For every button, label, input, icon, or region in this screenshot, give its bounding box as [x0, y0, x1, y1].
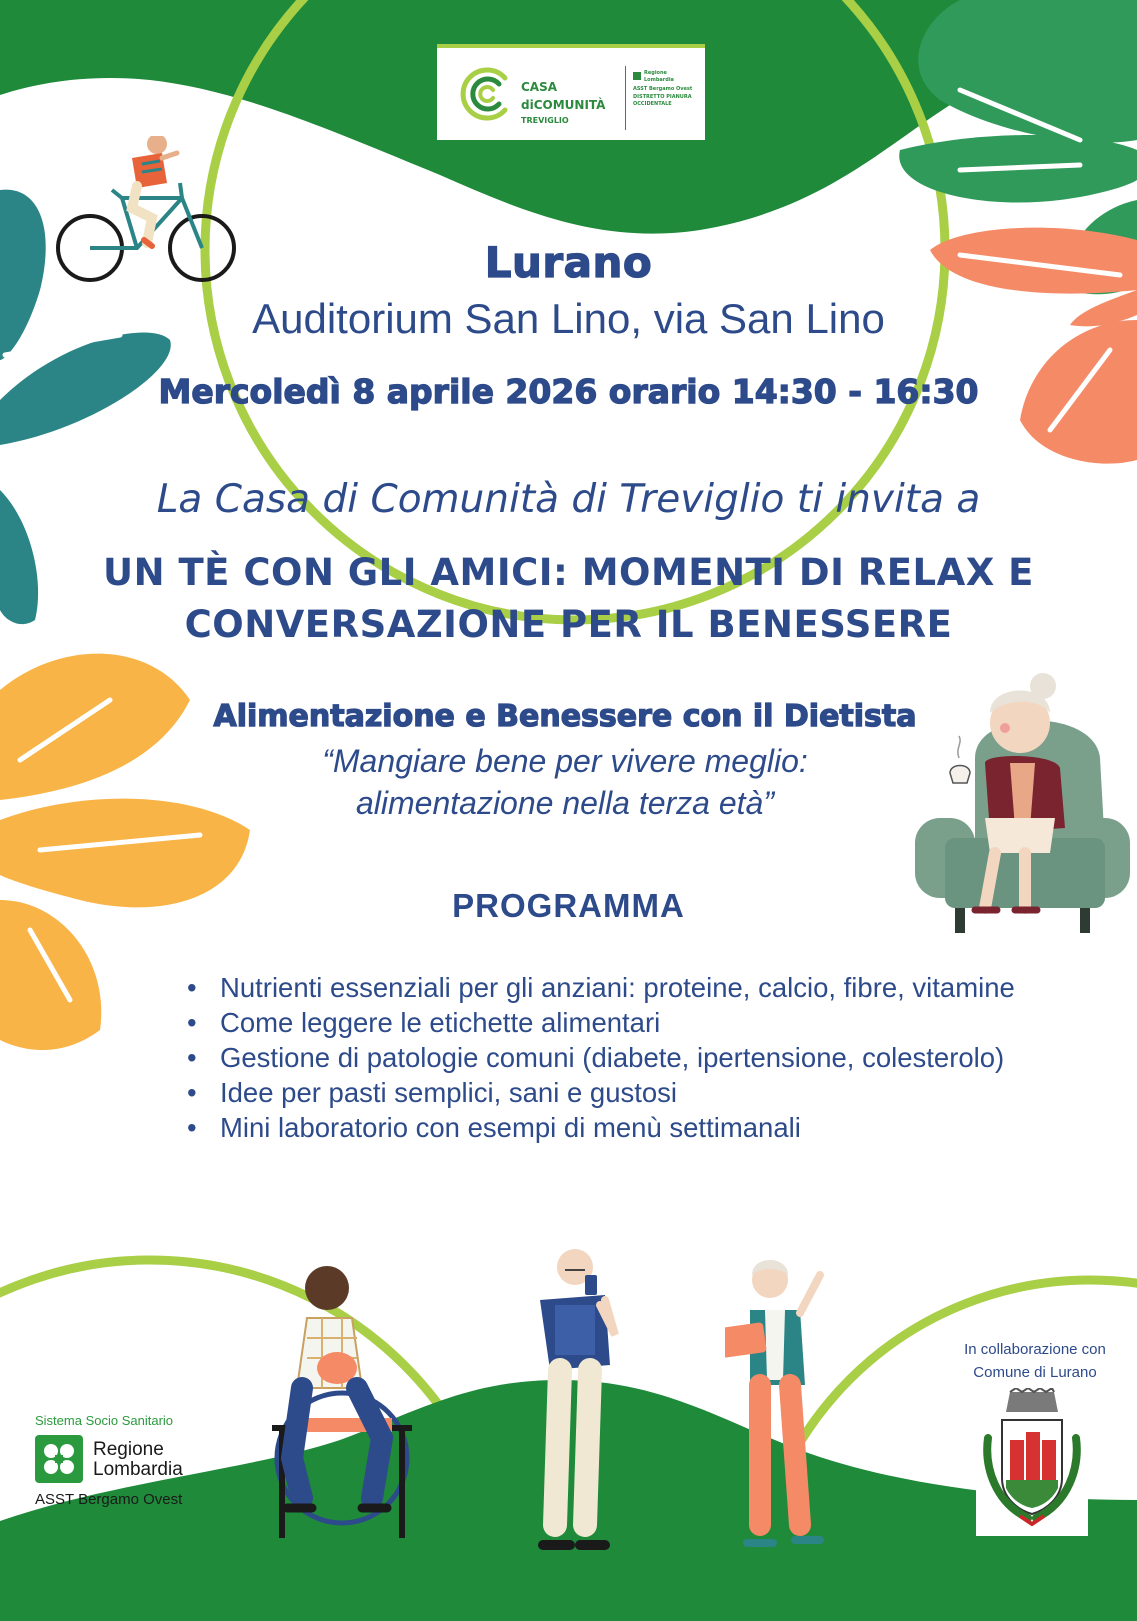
asst-label: ASST Bergamo Ovest	[35, 1491, 183, 1508]
regione-lombardia-icon	[35, 1435, 83, 1483]
system-label: Sistema Socio Sanitario	[35, 1413, 174, 1428]
casa-comunita-logo-icon	[457, 64, 517, 124]
region-line-2: Lombardia	[93, 1459, 183, 1480]
program-heading: PROGRAMMA	[452, 887, 685, 924]
program-item-text: Gestione di patologie comuni (diabete, ipertensione, colesterolo)	[220, 1042, 1005, 1073]
program-item-text: Mini laboratorio con esempi di menù settimanali	[220, 1112, 801, 1143]
bullet-icon: •	[187, 1077, 197, 1108]
program-item-text: Nutrienti essenziali per gli anziani: proteine, calcio, fibre, vitamine	[220, 972, 1015, 1003]
bullet-icon: •	[187, 1042, 197, 1073]
logo-line-treviglio: TREVIGLIO	[521, 116, 569, 125]
logo-divider	[625, 66, 626, 130]
collab-line-2: Comune di Lurano	[973, 1364, 1097, 1381]
program-item	[187, 1110, 1017, 1145]
program-item	[187, 1040, 1017, 1075]
event-datetime: Mercoledì 8 aprile 2026 orario 14:30 - 16:30	[158, 372, 979, 411]
logo-partner-1: Regione	[644, 70, 667, 76]
bullet-icon: •	[187, 1112, 197, 1143]
invite-line: La Casa di Comunità di Treviglio ti invita a	[156, 477, 981, 522]
program-item-text: Come leggere le etichette alimentari	[220, 1007, 661, 1038]
event-title-line-2: CONVERSAZIONE PER IL BENESSERE	[184, 603, 953, 646]
logo-line-casa: CASA	[521, 80, 558, 94]
regione-mini-icon	[633, 72, 641, 80]
logo-partner-4: DISTRETTO PIANURA	[633, 94, 692, 100]
man-phone-illustration	[525, 1245, 625, 1560]
program-item	[187, 1005, 1017, 1040]
program-item	[187, 970, 1017, 1005]
program-item	[187, 1075, 1017, 1110]
collab-line-1: In collaborazione con	[964, 1341, 1106, 1358]
lurano-crest-icon	[976, 1388, 1088, 1536]
event-town: Lurano	[484, 238, 653, 287]
collaboration-note	[935, 1338, 1135, 1384]
casa-comunita-logo	[437, 44, 705, 140]
man-wheelchair-illustration	[262, 1258, 422, 1543]
session-subtitle: Alimentazione e Benessere con il Dietista	[213, 699, 917, 734]
bullet-icon: •	[187, 1007, 197, 1038]
program-item-text: Idee per pasti semplici, sani e gustosi	[220, 1077, 678, 1108]
woman-tablet-illustration	[725, 1255, 850, 1555]
logo-partner-5: OCCIDENTALE	[633, 101, 672, 107]
event-title-line-1: UN TÈ CON GLI AMICI: MOMENTI DI RELAX E	[103, 551, 1034, 594]
session-quote-line-1: “Mangiare bene per vivere meglio:	[322, 743, 808, 779]
logo-partner-3: ASST Bergamo Ovest	[633, 86, 693, 92]
regione-lombardia-logo	[35, 1413, 215, 1513]
session-quote-line-2: alimentazione nella terza età”	[355, 785, 774, 821]
event-venue: Auditorium San Lino, via San Lino	[252, 295, 885, 342]
logo-line-comunita: diCOMUNITÀ	[521, 98, 606, 112]
program-list	[187, 970, 1017, 1145]
bullet-icon: •	[187, 972, 197, 1003]
logo-partner-2: Lombardia	[644, 77, 674, 83]
region-line-1: Regione	[93, 1439, 164, 1460]
